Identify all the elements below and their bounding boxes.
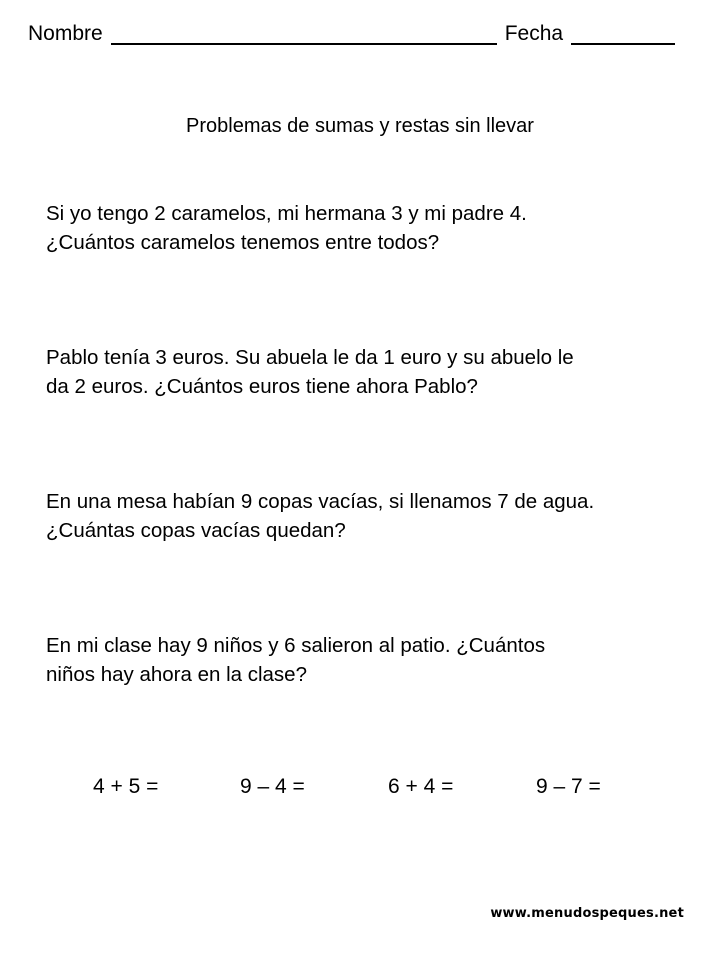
name-blank-line[interactable] [111, 23, 497, 45]
problem-2 [46, 343, 696, 401]
worksheet-title: Problemas de sumas y restas sin llevar [186, 115, 534, 137]
problem-1-line-1: Si yo tengo 2 caramelos, mi hermana 3 y mi padre 4. [46, 202, 527, 225]
header [28, 20, 690, 48]
problem-4 [46, 631, 696, 689]
date-label: Fecha [504, 22, 564, 45]
website-footer: www.menudospeques.net [490, 906, 684, 921]
problem-2-line-1: Pablo tenía 3 euros. Su abuela le da 1 euro y su abuelo le [46, 346, 574, 369]
problem-4-line-1: En mi clase hay 9 niños y 6 salieron al patio. ¿Cuántos [46, 634, 546, 657]
operations-row [0, 775, 720, 805]
problem-3-line-1: En una mesa habían 9 copas vacías, si llenamos 7 de agua. [46, 490, 595, 513]
name-label: Nombre [28, 22, 103, 45]
operation-1: 4 + 5 = [93, 775, 159, 798]
operation-2: 9 – 4 = [240, 775, 305, 798]
problem-1 [46, 199, 696, 257]
operation-3: 6 + 4 = [388, 775, 454, 798]
problem-3-line-2: ¿Cuántas copas vacías quedan? [46, 519, 346, 542]
date-blank-line[interactable] [571, 23, 675, 45]
operation-4: 9 – 7 = [536, 775, 601, 798]
problem-2-line-2: da 2 euros. ¿Cuántos euros tiene ahora Pablo? [46, 375, 478, 398]
problem-4-line-2: niños hay ahora en la clase? [46, 663, 307, 686]
problem-1-line-2: ¿Cuántos caramelos tenemos entre todos? [46, 231, 440, 254]
problem-3 [46, 487, 696, 545]
